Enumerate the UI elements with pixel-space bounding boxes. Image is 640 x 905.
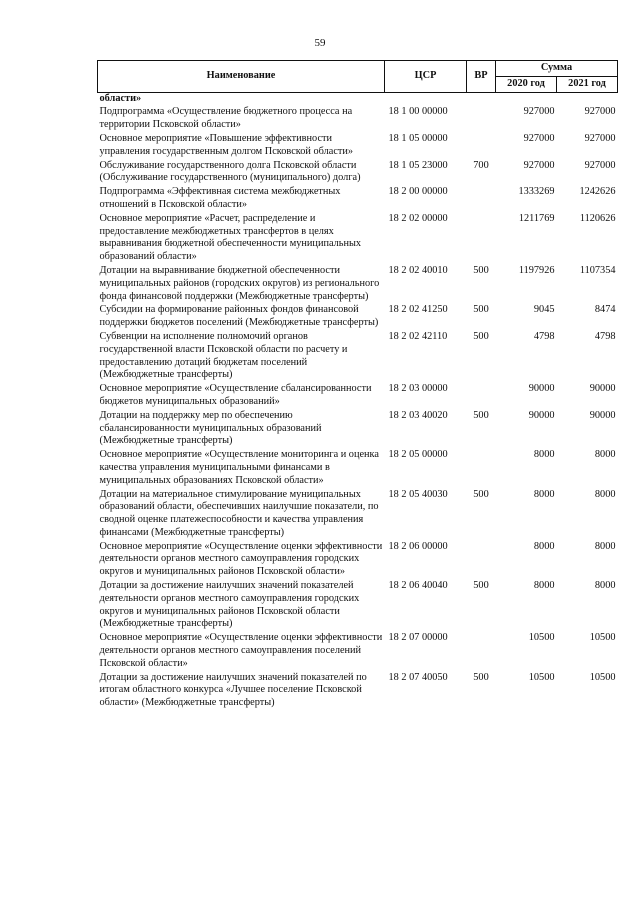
row-sum-2020: 927000 xyxy=(523,159,555,171)
row-sum-2020: 8000 xyxy=(533,540,555,552)
table-row xyxy=(98,160,618,187)
row-name: Основное мероприятие «Осуществление оценки эффективности деятельности органов местного самоуправления поселений Псковской области» xyxy=(99,632,383,669)
row-sum-2021: 8474 xyxy=(594,304,616,316)
row-vr: 500 xyxy=(473,488,489,500)
row-vr xyxy=(467,383,496,410)
row-csr: 18 2 00 00000 xyxy=(388,186,448,198)
header-sum: Сумма xyxy=(496,61,618,77)
row-sum-2021: 1120626 xyxy=(579,212,616,224)
row-csr: 18 2 07 40050 xyxy=(388,671,448,683)
row-name: Дотации на выравнивание бюджетной обеспеченности муниципальных районов (городских округов) из регионального фонда финансовой поддержки (Межбюджетные трансферты) xyxy=(99,264,380,302)
row-sum-2020: 1333269 xyxy=(518,186,555,198)
row-vr: 500 xyxy=(473,671,489,683)
row-csr: 18 2 06 00000 xyxy=(388,540,448,552)
header-2021: 2021 год xyxy=(557,76,618,92)
row-vr: 500 xyxy=(473,580,489,592)
table-row xyxy=(98,489,618,541)
row-sum-2021: 8000 xyxy=(594,540,616,552)
header-2020: 2020 год xyxy=(496,76,557,92)
table-row xyxy=(98,106,618,133)
row-sum-2021: 10500 xyxy=(589,671,616,683)
table-row xyxy=(98,133,618,160)
row-name: Субвенции на исполнение полномочий органов государственной власти Псковской области по расчету и предоставлению дотаций бюджетам поселений (Межбюджетные трансферты) xyxy=(99,330,348,381)
row-sum-2020: 927000 xyxy=(523,106,555,118)
row-name: Дотации за достижение наилучших значений показателей по итогам областного конкурса «Лучшее поселение Псковской области» (Межбюджетные трансферты) xyxy=(99,671,367,709)
row-sum-2021: 1242626 xyxy=(579,186,616,198)
row-csr: 18 2 03 40020 xyxy=(388,409,448,421)
row-sum-2021: 4798 xyxy=(594,330,616,342)
table-row xyxy=(98,410,618,449)
row-vr: 500 xyxy=(473,330,489,342)
table-row xyxy=(98,672,618,711)
table-row xyxy=(98,383,618,410)
row-name: Основное мероприятие «Расчет, распределение и предоставление межбюджетных трансфертов в целях выравнивания бюджетной обеспеченности муниципальных образований области» xyxy=(99,212,362,263)
table-row xyxy=(98,541,618,580)
row-csr: 18 2 02 40010 xyxy=(388,264,448,276)
row-name: Подпрограмма «Осуществление бюджетного процесса на территории Псковской области» xyxy=(99,106,353,131)
row-sum-2020: 1197926 xyxy=(518,264,555,276)
row-sum-2020: 8000 xyxy=(533,488,555,500)
budget-table xyxy=(97,60,618,711)
row-sum-2020: 1211769 xyxy=(518,212,555,224)
row-csr: 18 2 03 00000 xyxy=(388,383,448,395)
row-name: Дотации на поддержку мер по обеспечению сбалансированности муниципальных образований (Межбюджетные трансферты) xyxy=(99,409,322,447)
row-sum-2021: 1107354 xyxy=(579,264,616,276)
row-csr: 18 2 05 40030 xyxy=(388,488,448,500)
row-sum-2020: 9045 xyxy=(533,304,555,316)
header-name: Наименование xyxy=(98,61,385,93)
row-csr: 18 1 00 00000 xyxy=(388,106,448,118)
row-csr: 18 2 07 00000 xyxy=(388,632,448,644)
page-number: 59 xyxy=(314,37,326,49)
row-name: Основное мероприятие «Повышение эффективности управления государственным долгом Псковской области» xyxy=(99,132,354,157)
table-row xyxy=(98,186,618,213)
continuation-row xyxy=(98,92,618,106)
row-sum-2020: 927000 xyxy=(523,132,555,144)
row-vr xyxy=(467,133,496,160)
table-row xyxy=(98,213,618,265)
row-csr: 18 1 05 00000 xyxy=(388,132,448,144)
header-vr: ВР xyxy=(467,61,496,93)
row-sum-2021: 8000 xyxy=(594,488,616,500)
row-name: Дотации на материальное стимулирование муниципальных образований области, обеспечивших наилучшие показатели, по сводной оценке платежеспособности и качества управления финансами (Межбюджетные трансферты) xyxy=(99,488,379,538)
row-sum-2020: 90000 xyxy=(528,383,555,395)
table-row xyxy=(98,265,618,304)
row-csr: 18 2 05 00000 xyxy=(388,449,448,461)
row-sum-2021: 927000 xyxy=(584,159,616,171)
row-sum-2020: 10500 xyxy=(528,671,555,683)
row-sum-2021: 8000 xyxy=(594,580,616,592)
row-csr: 18 2 02 41250 xyxy=(388,304,448,316)
row-vr: 500 xyxy=(473,304,489,316)
row-sum-2021: 927000 xyxy=(584,132,616,144)
row-vr xyxy=(467,632,496,671)
row-sum-2021: 10500 xyxy=(589,632,616,644)
row-sum-2020: 4798 xyxy=(533,330,555,342)
row-name: Основное мероприятие «Осуществление сбалансированности бюджетов муниципальных образований» xyxy=(99,383,372,407)
row-sum-2020: 8000 xyxy=(533,580,555,592)
table-row xyxy=(98,304,618,331)
row-sum-2021: 927000 xyxy=(584,106,616,118)
table-row xyxy=(98,632,618,671)
row-name: Субсидии на формирование районных фондов финансовой поддержки бюджетов поселений (Межбюджетные трансферты) xyxy=(99,304,379,329)
row-name: Дотации за достижение наилучших значений показателей деятельности органов местного самоуправления городских округов и муниципальных районов Псковской области (Межбюджетные трансферты) xyxy=(99,580,360,630)
row-vr xyxy=(467,106,496,133)
row-vr xyxy=(467,541,496,580)
row-vr: 700 xyxy=(473,159,489,171)
row-name: Основное мероприятие «Осуществление мониторинга и оценка качества управления муниципальными финансами в муниципальных образованиях Псковской области» xyxy=(99,449,379,486)
row-sum-2020: 10500 xyxy=(528,632,555,644)
row-name: Основное мероприятие «Осуществление оценки эффективности деятельности органов местного самоуправления городских округов и муниципальных районов Псковской области» xyxy=(99,540,383,578)
row-csr: 18 1 05 23000 xyxy=(388,159,448,171)
row-vr xyxy=(467,449,496,488)
table-header xyxy=(98,61,618,93)
header-csr: ЦСР xyxy=(385,61,467,93)
row-csr: 18 2 06 40040 xyxy=(388,580,448,592)
row-sum-2021: 90000 xyxy=(589,383,616,395)
row-csr: 18 2 02 00000 xyxy=(388,212,448,224)
row-vr xyxy=(467,186,496,213)
row-sum-2021: 90000 xyxy=(589,409,616,421)
table-row xyxy=(98,580,618,632)
table-row xyxy=(98,331,618,383)
row-sum-2020: 8000 xyxy=(533,449,555,461)
row-vr: 500 xyxy=(473,264,489,276)
row-name: Обслуживание государственного долга Псковской области (Обслуживание государственного (муниципального) долга) xyxy=(99,159,361,184)
row-vr xyxy=(467,213,496,265)
row-sum-2021: 8000 xyxy=(594,449,616,461)
row-sum-2020: 90000 xyxy=(528,409,555,421)
row-csr: 18 2 02 42110 xyxy=(388,330,448,342)
table-row xyxy=(98,449,618,488)
row-vr: 500 xyxy=(473,409,489,421)
table-body xyxy=(98,92,618,711)
row-name: Подпрограмма «Эффективная система межбюджетных отношений в Псковской области» xyxy=(99,186,341,210)
continuation-text: области» xyxy=(99,92,142,104)
